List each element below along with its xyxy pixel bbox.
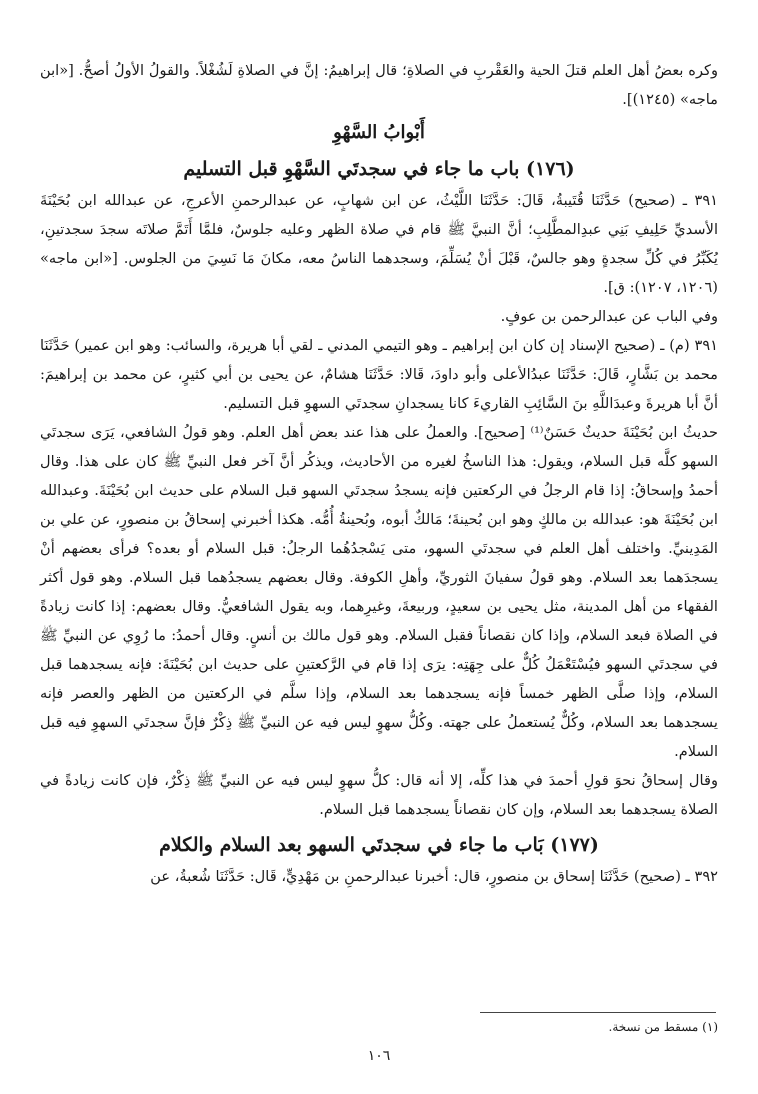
paragraph-bab: وفي الباب عن عبدالرحمن بن عوفٍ. [500, 308, 718, 325]
chapter-heading-177: (١٧٧) بَاب ما جاء في سجدتَي السهو بعد السلام والكلام [159, 834, 599, 856]
paragraph-intro: وكره بعضُ أهل العلم قتلَ الحية والعَقْربِ في الصلاةِ؛ قال إبراهيمُ: إنَّ في الصلاةِ لَشُغْلاً. والقولُ الأولُ أصحُّ. [«ابن ماجه» (١٢٤٥)]. [40, 62, 718, 108]
page-body [40, 56, 718, 891]
chapter-heading-176: (١٧٦) باب ما جاء في سجدتَي السَّهْوِ قبل التسليم [183, 158, 575, 180]
footnote: (١) مسقط من نسخة. [608, 1020, 718, 1034]
section-title: أَبْوابُ السَّهْوِ [333, 122, 425, 143]
paragraph-ishaq: وقال إسحاقُ نحوَ قولِ أحمدَ في هذا كلِّه، إلا أنه قال: كلُّ سهوٍ ليس فيه عن النبيِّ ﷺ ذِكْرٌ، فإن كانت زيادةً في الصلاة يسجدهما بعد السلام، وإن كان نقصاناً يسجدهما قبل السلام. [40, 772, 718, 818]
paragraph-commentary: حديثُ ابن بُحَيْنَةَ حديثٌ حَسَنٌ⁽¹⁾ [صحيح]. والعملُ على هذا عند بعض أهل العلم. وهو قولُ الشافعي، يَرَى سجدتَي السهو كلَّه قبل السلام، ويقول: هذا الناسخُ لغيره من الأحاديث، ويذكُر أنَّ آخر فعل النبيِّ ﷺ كان على هذا. وقال أحمدُ وإسحاقُ: إذا قام الرجلُ في الركعتين فإنه يسجدُ سجدتَي السهو قبل السلام على حديث ابن بُحَيْنَةَ. وعبدالله ابن بُحَيْنَةَ هو: عبدالله بن مالكٍ وهو ابن بُحينةَ؛ مَالكٌ أبوه، وبُحينةُ أُمُّه. هكذا أخبرني إسحاقُ بن منصورٍ، عن علي بن المَدِينيِّ. واختلف أهل العلم في سجدتَي السهو، متى يَسْجدُهُما الرجلُ: قبل السلام أو بعده؟ فرأى بعضهم أنْ يسجدَهما بعد السلام. وهو قولُ سفيانَ الثوريِّ، وأهلِ الكوفة. وقال بعضهم يسجدُهما قبل السلام. وهو قول أكثر الفقهاء من أهل المدينة، مثل يحيى بن سعيدٍ، وربيعةَ، وغيرِهما، وبه يقول الشافعيُّ. وقال بعضهم: إذا كانت زيادةً في الصلاة فبعد السلام، وإذا كان نقصاناً فقبل السلام. وهو قول مالك بن أنسٍ. وقال أحمدُ: ما رُوِي عن النبيِّ ﷺ في سجدتَي السهو فيُسْتَعْمَلُ كُلٌّ على جِهَتِه: يرَى إذا قام في الرَّكعتينِ على حديث ابن بُحَيْنَةَ: فإنه يسجدهما قبل السلام، وإذا صلَّى الظهر خمساً فإنه يسجدهما بعد السلام، وإذا سلَّم في الركعتين من الظهر والعصر فإنه يسجدهما بعد السلام، وكُلٌّ يُستعملُ على جهته. وكُلُّ سهوٍ ليس فيه عن النبيِّ ﷺ ذِكْرٌ فإنَّ سجدتَي السهوِ فيه قبل السلام. [40, 424, 718, 760]
hadith-391: ٣٩١ ـ (صحيح) حَدَّثَنَا قُتَيبةُ، قَالَ: حَدَّثَنَا اللَّيْثُ، عن ابن شهابٍ، عن عبدالرحمنِ الأعرجِ، عن عبدالله ابن بُحَيْنَةَ الأسديِّ حَلِيفِ بَنِي عبدِالمطَّلِبِ؛ أنَّ النبيَّ ﷺ قام في صلاة الظهر وعليه جلوسٌ، فلمَّا أَتَمَّ صلاتَه سجدَ سجدتينِ، يُكَبِّرُ في كُلِّ سجدةٍ وهو جالسٌ، قَبْلَ أنْ يُسَلِّمَ، وسجدهما الناسُ معه، مكانَ مَا نَسِيَ من الجلوس. [«ابن ماجه» (١٢٠٦، ١٢٠٧): ق]. [40, 192, 718, 296]
page-number: ١٠٦ [367, 1048, 391, 1064]
hadith-392: ٣٩٢ ـ (صحيح) حَدَّثَنَا إسحاق بن منصورٍ، قال: أخبرنا عبدالرحمنِ بن مَهْدِيٍّ، قَال: حَدَّثَنَا شُعبةُ، عن [150, 868, 718, 885]
footnote-divider [480, 1012, 716, 1013]
hadith-391-m: ٣٩١ (م) ـ (صحيح الإسناد إن كان ابن إبراهيم ـ وهو التيمي المدني ـ لقي أبا هريرة، والسائب: وهو ابن عمير) حَدَّثَنَا محمد بن بَشَّارٍ، قَالَ: حَدَّثَنَا عبدُالأعلى وأبو داودَ، قَالا: حَدَّثَنَا هشامٌ، عن يحيى بن أبي كثيرٍ، عن محمد بن إبراهيمَ: أنَّ أبا هريرةَ وعبدَاللَّهِ بنَ السَّائِبِ القاريءَ كانا يسجدانِ سجدتَي السهوِ قبل التسليم. [40, 337, 718, 412]
